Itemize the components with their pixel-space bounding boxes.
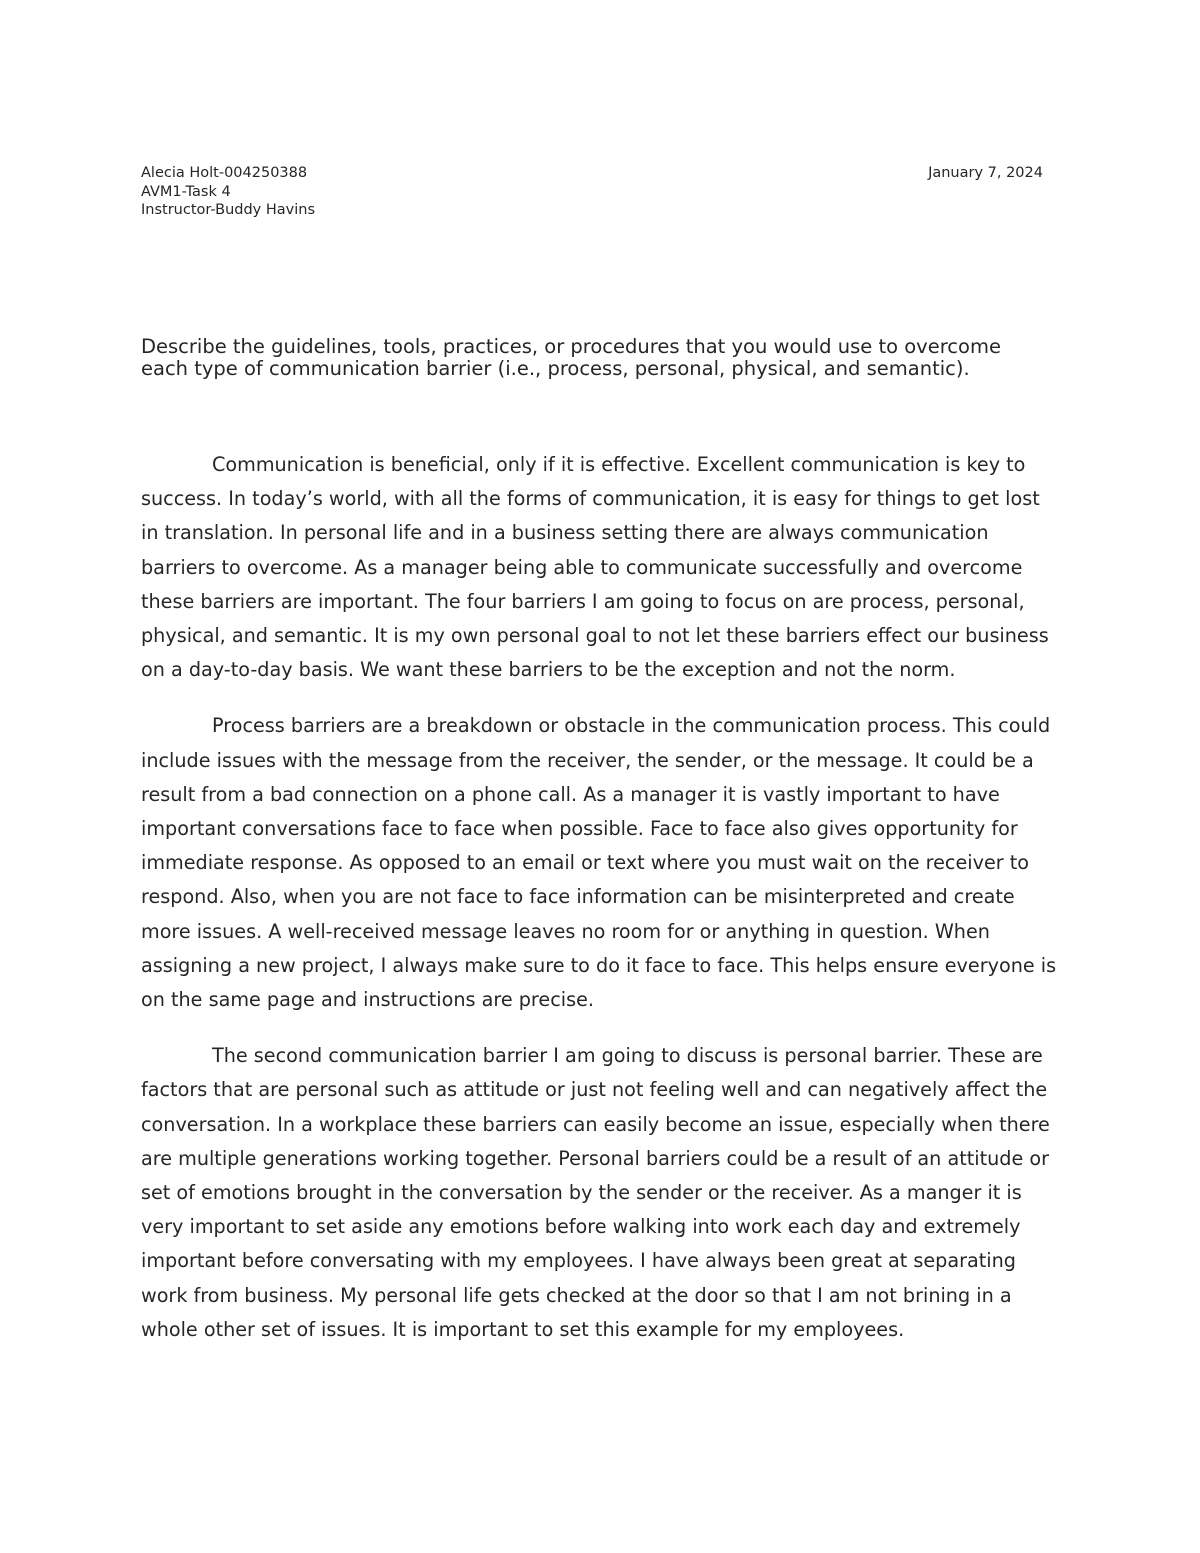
assignment-prompt: Describe the guidelines, tools, practices, or procedures that you would use to overcome each type of communication barrier (i.e., process, personal, physical, and semantic). — [141, 335, 1001, 380]
document-date: January 7, 2024 — [928, 165, 1043, 181]
document-header — [141, 164, 1043, 220]
instructor-name: Instructor-Buddy Havins — [141, 202, 316, 218]
paragraph-personal-barriers: The second communication barrier I am going to discuss is personal barrier. These are factors that are personal such as attitude or just not feeling well and can negatively affect the conversation. In a workplace these barriers can easily become an issue, especially when there are multiple generations working together. Personal barriers could be a result of an attitude or set of emotions brought in the conversation by the sender or the receiver. As a manger it is very important to set aside any emotions before walking into work each day and extremely important before conversating with my employees. I have always been great at separating work from business. My personal life gets checked at the door so that I am not brining in a whole other set of issues. It is important to set this example for my employees. — [141, 1044, 1050, 1341]
author-id: Alecia Holt-004250388 — [141, 165, 308, 181]
paragraph-process-barriers: Process barriers are a breakdown or obstacle in the communication process. This could include issues with the message from the receiver, the sender, or the message. It could be a result from a bad connection on a phone call. As a manager it is vastly important to have important conversations face to face when possible. Face to face also gives opportunity for immediate response. As opposed to an email or text where you must wait on the receiver to respond. Also, when you are not face to face information can be misinterpreted and create more issues. A well-received message leaves no room for or anything in question. When assigning a new project, I always make sure to do it face to face. This helps ensure everyone is on the same page and instructions are precise. — [141, 714, 1057, 1012]
paragraph-intro: Communication is beneficial, only if it is effective. Excellent communication is key to success. In today’s world, with all the forms of communication, it is easy for things to get lost in translation. In personal life and in a business setting there are always communication barriers to overcome. As a manager being able to communicate successfully and overcome these barriers are important. The four barriers I am going to focus on are process, personal, physical, and semantic. It is my own personal goal to not let these barriers effect our business on a day-to-day basis. We want these barriers to be the exception and not the norm. — [141, 453, 1049, 682]
course-task: AVM1-Task 4 — [141, 183, 231, 200]
header-author-block — [141, 164, 1043, 220]
essay-body — [141, 448, 1059, 1369]
